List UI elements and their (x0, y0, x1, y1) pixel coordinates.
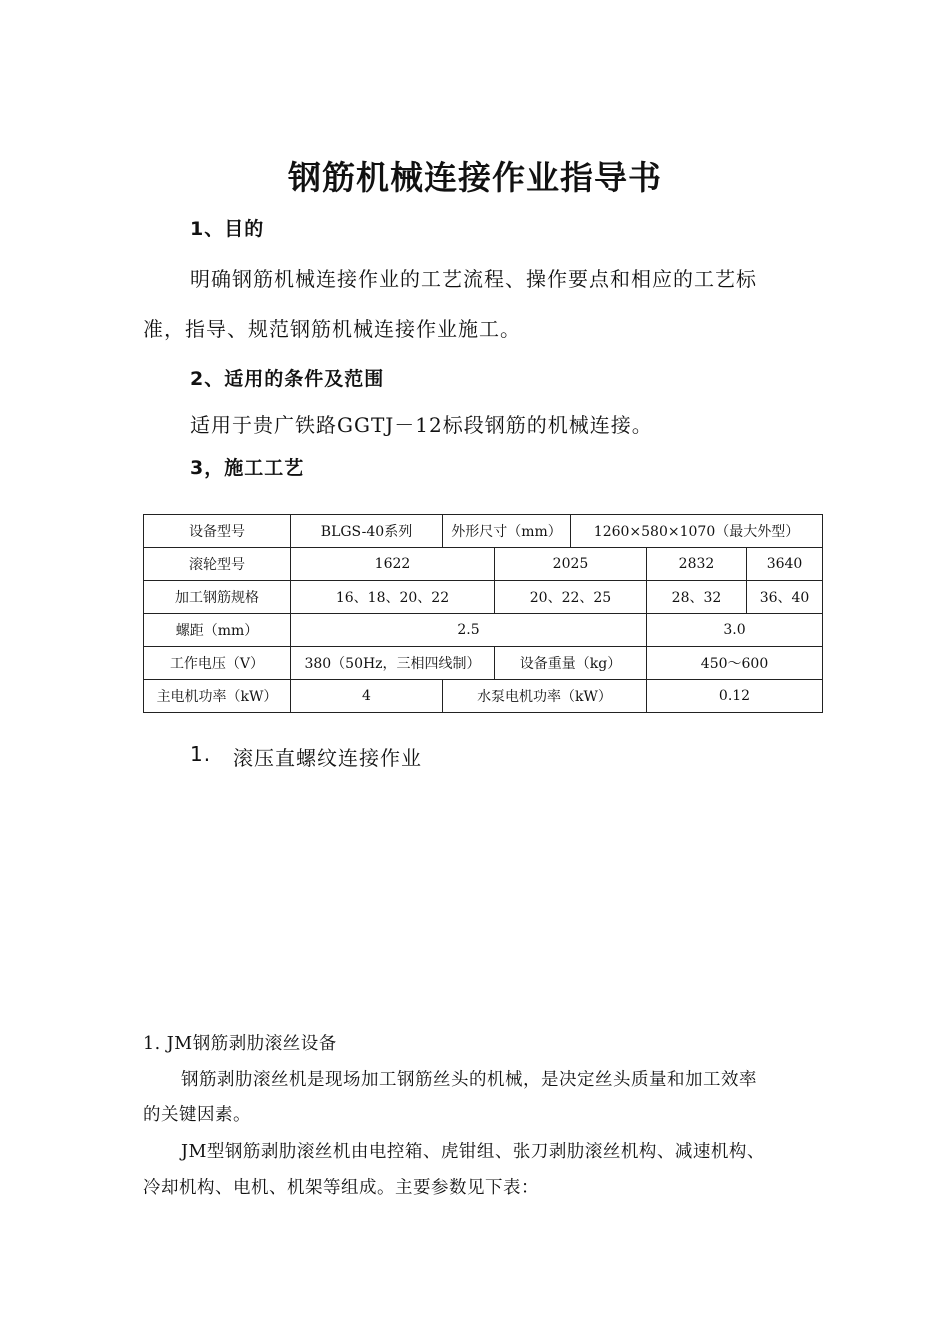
table-row (144, 515, 823, 548)
paragraph-line: 钢筋剥肋滚丝机是现场加工钢筋丝头的机械，是决定丝头质量和加工效率 (181, 1070, 757, 1090)
table-cell-label: 外形尺寸（mm） (443, 515, 571, 548)
table-cell: 28、32 (647, 581, 747, 614)
paragraph-line: JM型钢筋剥肋滚丝机由电控箱、虎钳组、张刀剥肋滚丝机构、减速机构、 (181, 1142, 765, 1162)
table-cell-label: 滚轮型号 (144, 548, 291, 581)
table-cell: BLGS-40系列 (291, 515, 443, 548)
section-heading-scope: 2、适用的条件及范围 (190, 368, 385, 390)
table-row (144, 614, 823, 647)
table-row (144, 647, 823, 680)
list-number: 1. (190, 742, 212, 766)
table-cell: 450～600 (647, 647, 823, 680)
table-row (144, 548, 823, 581)
table-cell: 2.5 (291, 614, 647, 647)
table-row (144, 581, 823, 614)
table-cell: 0.12 (647, 680, 823, 713)
subsection-heading: 1. JM钢筋剥肋滚丝设备 (143, 1034, 337, 1054)
table-cell: 1622 (291, 548, 495, 581)
section-heading-process: 3，施工工艺 (190, 457, 305, 479)
table-cell: 2025 (495, 548, 647, 581)
table-cell-label: 水泵电机功率（kW） (443, 680, 647, 713)
table-cell: 36、40 (747, 581, 823, 614)
table-cell: 16、18、20、22 (291, 581, 495, 614)
paragraph-line: 冷却机构、电机、机架等组成。主要参数见下表： (143, 1178, 539, 1198)
purpose-text-line-2: 准，指导、规范钢筋机械连接作业施工。 (143, 317, 521, 341)
table-cell: 3640 (747, 548, 823, 581)
table-cell: 4 (291, 680, 443, 713)
table-row (144, 680, 823, 713)
table-cell-label: 螺距（mm） (144, 614, 291, 647)
scope-text: 适用于贵广铁路GGTJ－12标段钢筋的机械连接。 (190, 413, 653, 437)
table-cell: 2832 (647, 548, 747, 581)
list-heading: 滚压直螺纹连接作业 (233, 746, 422, 770)
section-heading-purpose: 1、目的 (190, 218, 265, 240)
table-cell-label: 主电机功率（kW） (144, 680, 291, 713)
table-cell: 20、22、25 (495, 581, 647, 614)
purpose-text-line-1: 明确钢筋机械连接作业的工艺流程、操作要点和相应的工艺标 (190, 267, 757, 291)
table-cell-label: 加工钢筋规格 (144, 581, 291, 614)
table-cell-label: 设备型号 (144, 515, 291, 548)
page-title: 钢筋机械连接作业指导书 (288, 158, 662, 197)
table-cell: 380（50Hz，三相四线制） (291, 647, 495, 680)
table-cell-label: 工作电压（V） (144, 647, 291, 680)
table-cell-label: 设备重量（kg） (495, 647, 647, 680)
paragraph-line: 的关键因素。 (143, 1105, 251, 1125)
table-cell: 1260×580×1070（最大外型） (571, 515, 823, 548)
equipment-spec-table (143, 514, 823, 713)
table-cell: 3.0 (647, 614, 823, 647)
